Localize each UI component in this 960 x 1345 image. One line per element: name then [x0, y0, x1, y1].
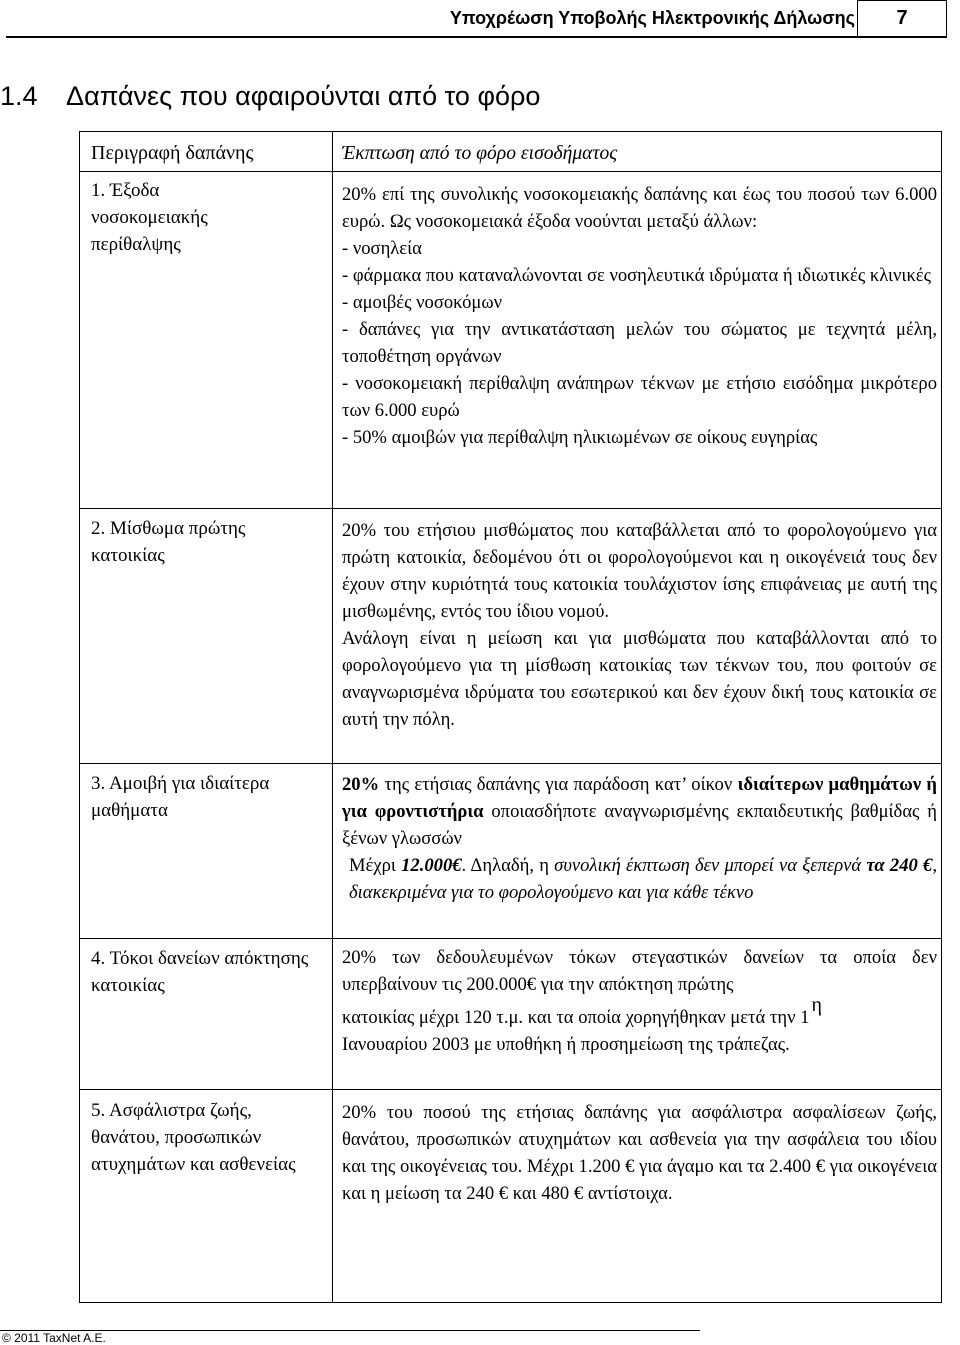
row-3-limit: 12.000€: [401, 855, 462, 876]
row-2-content: [342, 517, 937, 733]
row-3-italic: , διακεκριμένα για το φορολογούμενο και για κάθε τέκνο: [349, 855, 937, 903]
header-description: Περιγραφή δαπάνης: [91, 142, 254, 164]
row-3-highlight: ιδιαίτερων μαθημάτων ή για φροντιστήρια: [342, 774, 937, 822]
row-3-italic: συνολική έκπτωση δεν μπορεί να ξεπερνά: [554, 855, 867, 876]
row-1-line: - νοσοκομειακή περίθαλψη ανάπηρων τέκνων με ετήσιο εισόδημα μικρότερο των 6.000 ευρώ: [342, 373, 937, 421]
row-3-amount: τα 240 €: [866, 855, 933, 876]
row-1-line: - νοσηλεία: [342, 238, 422, 259]
table-border-left: [79, 131, 80, 1303]
header-rule: [6, 36, 857, 38]
row-1-line: - αμοιβές νοσοκόμων: [342, 292, 503, 313]
section-title: 1.4 Δαπάνες που αφαιρούνται από το φόρο: [0, 81, 541, 111]
row-1-label: 1. Έξοδα νοσοκομειακής περίθαλψης: [91, 180, 208, 255]
row-4-line: κατοικίας μέχρι 120 τ.μ. και τα οποία χορηγήθηκαν μετά την 1: [342, 1007, 810, 1028]
row-4-content: [342, 944, 937, 1058]
row-5-label: 5. Ασφάλιστρα ζωής, θανάτου, προσωπικών ατυχημάτων και ασθενείας: [91, 1100, 296, 1175]
row-3-text: της ετήσιας δαπάνης για παράδοση κατ’ οίκον: [379, 774, 738, 795]
superscript: η: [811, 994, 822, 1016]
row-1-line: - φάρμακα που καταναλώνονται σε νοσηλευτικά ιδρύματα ή ιδιωτικές κλινικές: [342, 265, 931, 286]
row-1-line: - δαπάνες για την αντικατάσταση μελών του σώματος με τεχνητά μέλη, τοποθέτηση οργάνων: [342, 319, 937, 367]
row-1-line: - 50% αμοιβών για περίθαλψη ηλικιωμένων σε οίκους ευγηρίας: [342, 427, 818, 448]
row-1-content: [342, 181, 937, 451]
page-number: 7: [857, 0, 947, 38]
row-divider-3: [79, 938, 942, 939]
table-border-right: [941, 131, 942, 1303]
deductions-table: [79, 131, 942, 1303]
row-4-label: 4. Τόκοι δανείων απόκτησης κατοικίας: [91, 948, 309, 996]
running-header-title: Υποχρέωση Υποβολής Ηλεκτρονικής Δήλωσης: [449, 8, 855, 28]
row-3-label: 3. Αμοιβή για ιδιαίτερα μαθήματα: [91, 773, 270, 821]
row-3-content: [342, 771, 937, 906]
row-5-content: [342, 1099, 937, 1207]
row-divider-2: [79, 763, 942, 764]
row-2-line: 20% του ετήσιου μισθώματος που καταβάλλεται από το φορολογούμενο για πρώτη κατοικία, δεδομένου ότι οι φορολογούμενοι και η οικογένειά τους δεν έχουν στην κυριότητά τους κατοικία τουλάχιστον ίσης επιφάνειας με αυτή της μισθωμένης, εντός του ίδιου νομού.: [342, 520, 937, 622]
row-3-text: Μέχρι: [349, 855, 402, 876]
row-4-line: 20% των δεδουλευμένων τόκων στεγαστικών δανείων τα οποία δεν υπερβαίνουν τις 200.000€ για την απόκτηση πρώτης: [342, 947, 937, 995]
row-5-line: 20% του ποσού της ετήσιας δαπάνης για ασφάλιστρα ασφαλίσεων ζωής, θανάτου, προσωπικών ατυχημάτων και ασθενεία για την ασφάλεια του ιδίου και της οικογένειας του. Μέχρι 1.200 € για άγαμο και τα 2.400 € για οικογένεια και η μείωση τα 240 € και 480 € αντίστοιχα.: [342, 1102, 937, 1204]
footer-copyright: © 2011 TaxNet A.E.: [2, 1331, 106, 1345]
table-border-bottom: [79, 1302, 942, 1303]
row-2-line: Ανάλογη είναι η μείωση και για μισθώματα που καταβάλλονται από το φορολογούμενο για τη μίσθωση κατοικίας των τέκνων του, που φοιτούν σε αναγνωρισμένα ιδρύματα του εσωτερικού και δεν έχουν δική τους κατοικία σε αυτή την πόλη.: [342, 628, 937, 730]
row-divider-4: [79, 1089, 942, 1090]
row-3-text: . Δηλαδή, η: [461, 855, 555, 876]
table-border-top: [79, 131, 942, 132]
row-2-label: 2. Μίσθωμα πρώτης κατοικίας: [91, 518, 246, 566]
table-header-divider: [79, 171, 942, 172]
row-3-percent: 20%: [342, 774, 380, 795]
row-1-line: 20% επί της συνολικής νοσοκομειακής δαπάνης και έως του ποσού των 6.000 ευρώ. Ως νοσοκομειακά έξοδα νοούνται μεταξύ άλλων:: [342, 184, 937, 232]
row-4-line: Ιανουαρίου 2003 με υποθήκη ή προσημείωση της τράπεζας.: [342, 1034, 790, 1055]
table-column-divider: [332, 131, 333, 1303]
row-3-text: οποιασδήποτε αναγνωρισμένης εκπαιδευτικής βαθμίδας ή ξένων γλωσσών: [342, 801, 937, 849]
row-divider-1: [79, 508, 942, 509]
header-tax-deduction: Έκπτωση από το φόρο εισοδήματος: [342, 143, 618, 164]
